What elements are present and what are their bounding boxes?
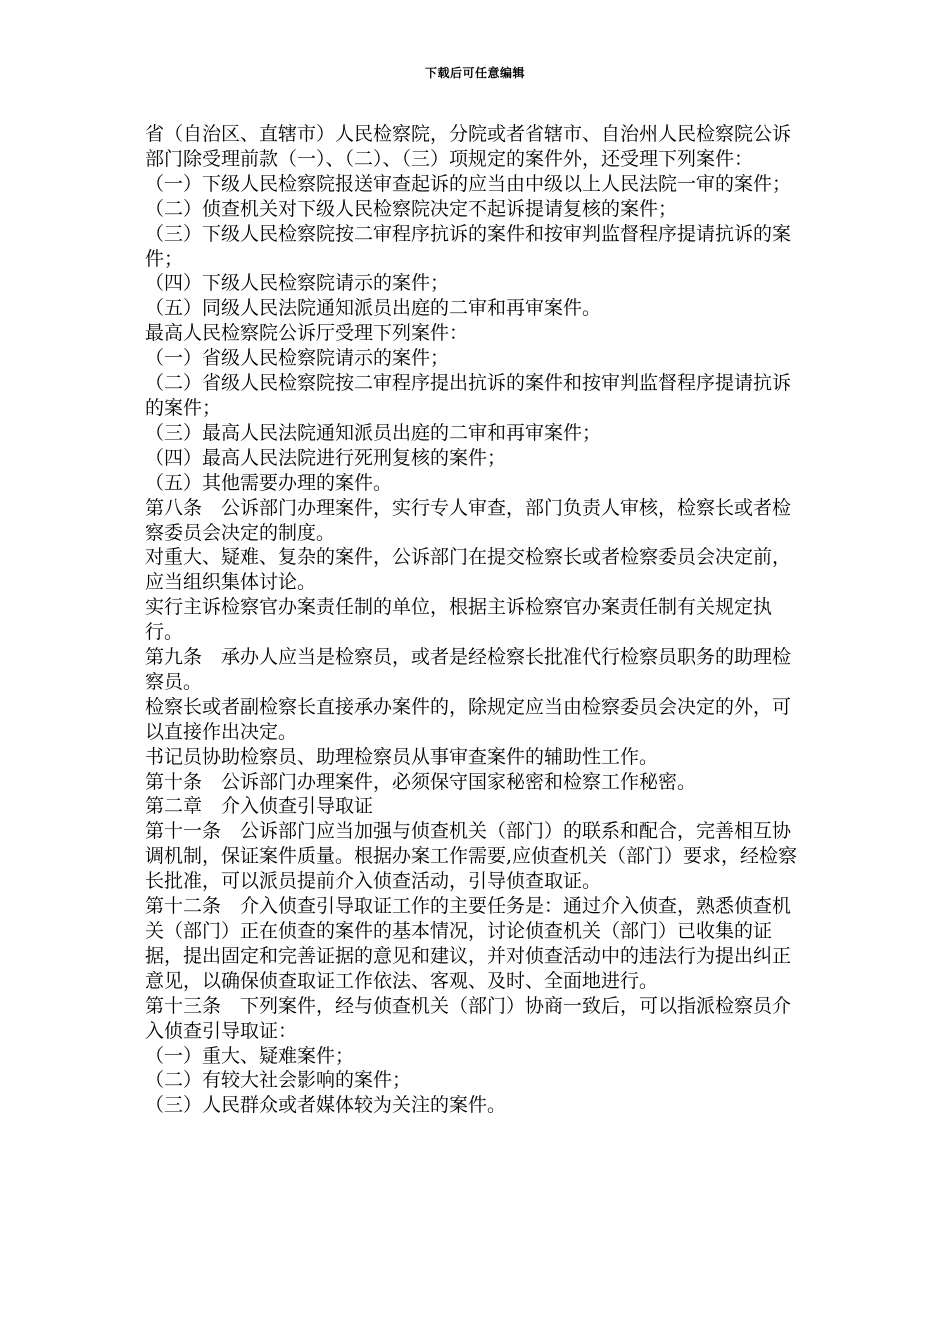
paragraph: 检察长或者副检察长直接承办案件的，除规定应当由检察委员会决定的外，可以直接作出决定。	[145, 695, 792, 743]
article-12: 第十二条 介入侦查引导取证工作的主要任务是：通过介入侦查，熟悉侦查机关（部门）正在侦查的案件的基本情况，讨论侦查机关（部门）已收集的证据，提出固定和完善证据的意见和建议，并对侦查活动中的违法行为提出纠正意见，以确保侦查取证工作依法、客观、及时、全面地进行。	[145, 895, 792, 992]
paragraph: 省（自治区、直辖市）人民检察院，分院或者省辖市、自治州人民检察院公诉部门除受理前款（一）、（二）、（三）项规定的案件外，还受理下列案件：	[145, 123, 792, 170]
article-13: 第十三条 下列案件，经与侦查机关（部门）协商一致后，可以指派检察员介入侦查引导取证：	[145, 994, 792, 1042]
paragraph: 对重大、疑难、复杂的案件，公诉部门在提交检察长或者检察委员会决定前，应当组织集体讨论。	[145, 546, 792, 594]
paragraph: 最高人民检察院公诉厅受理下列案件：	[145, 322, 469, 345]
document-body	[145, 122, 805, 1118]
paragraph: （二）省级人民检察院按二审程序提出抗诉的案件和按审判监督程序提请抗诉的案件；	[145, 372, 792, 419]
paragraph: （一）下级人民检察院报送审查起诉的应当由中级以上人民法院一审的案件；	[145, 172, 792, 195]
paragraph: 实行主诉检察官办案责任制的单位，根据主诉检察官办案责任制有关规定执行。	[145, 596, 773, 644]
article-9: 第九条 承办人应当是检察员，或者是经检察长批准代行检察员职务的助理检察员。	[145, 646, 792, 693]
paragraph: （四）最高人民法院进行死刑复核的案件；	[145, 446, 507, 469]
paragraph: （三）人民群众或者媒体较为关注的案件。	[145, 1094, 507, 1117]
paragraph: （二）有较大社会影响的案件；	[145, 1069, 412, 1092]
article-11: 第十一条 公诉部门应当加强与侦查机关（部门）的联系和配合，完善相互协调机制，保证案件质量。根据办案工作需要,应侦查机关（部门）要求，经检察长批准，可以派员提前介入侦查活动，引导侦查取证。	[145, 820, 798, 893]
paragraph: （一）重大、疑难案件；	[145, 1044, 355, 1067]
paragraph: （二）侦查机关对下级人民检察院决定不起诉提请复核的案件；	[145, 197, 678, 220]
paragraph: 书记员协助检察员、助理检察员从事审查案件的辅助性工作。	[145, 745, 659, 768]
paragraph: （五）同级人民法院通知派员出庭的二审和再审案件。	[145, 297, 602, 320]
page-header: 下载后可任意编辑	[424, 66, 525, 80]
article-10: 第十条 公诉部门办理案件，必须保守国家秘密和检察工作秘密。	[145, 770, 697, 793]
paragraph: （一）省级人民检察院请示的案件；	[145, 347, 450, 370]
paragraph: （三）下级人民检察院按二审程序抗诉的案件和按审判监督程序提请抗诉的案件；	[145, 222, 792, 270]
paragraph: （五）其他需要办理的案件。	[145, 471, 393, 494]
article-8: 第八条 公诉部门办理案件，实行专人审查，部门负责人审核，检察长或者检察委员会决定的制度。	[145, 496, 792, 544]
chapter-2-heading: 第二章 介入侦查引导取证	[145, 795, 374, 818]
paragraph: （三）最高人民法院通知派员出庭的二审和再审案件；	[145, 421, 602, 444]
paragraph: （四）下级人民检察院请示的案件；	[145, 272, 450, 295]
